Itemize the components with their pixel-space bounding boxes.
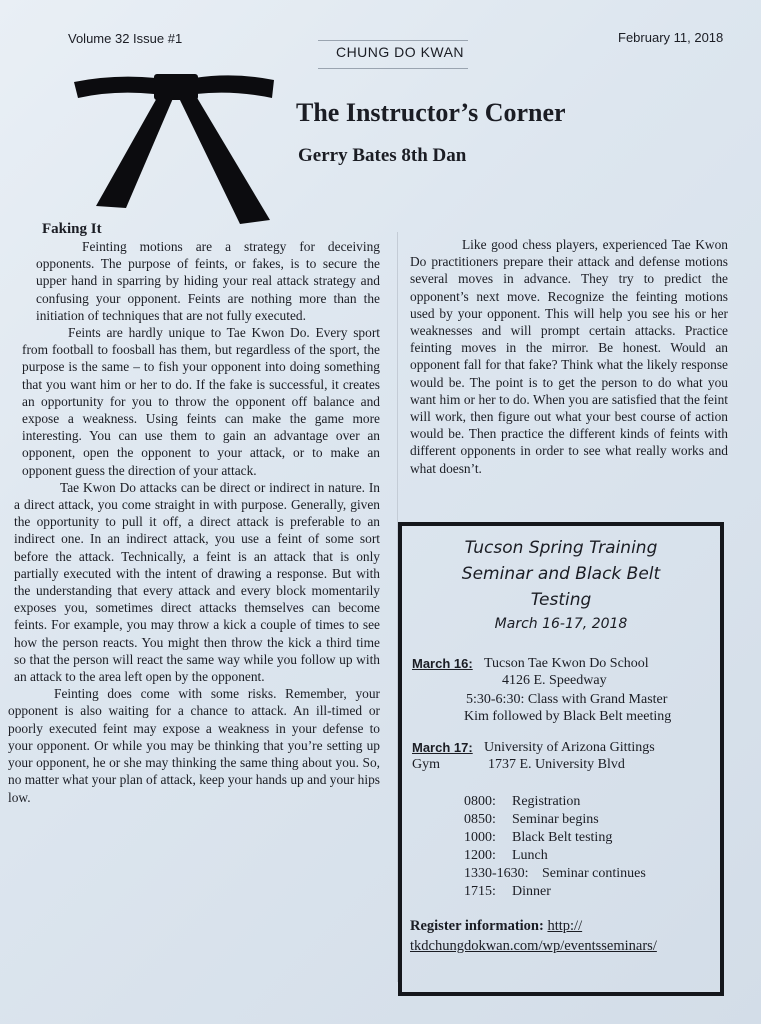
register-info: Register information: http:// tkdchungdokwan.com/wp/eventsseminars/ <box>410 918 657 954</box>
schedule-activity: Black Belt testing <box>512 830 613 845</box>
article-left-column <box>8 220 380 806</box>
schedule-time: 1200: <box>464 848 496 863</box>
register-url[interactable]: http:// <box>547 918 583 934</box>
schedule-activity: Seminar continues <box>542 866 646 881</box>
day1-time-line1: 5:30-6:30: Class with Grand Master <box>466 692 668 707</box>
register-url[interactable]: tkdchungdokwan.com/wp/eventsseminars/ <box>410 938 657 954</box>
masthead: CHUNG DO KWAN <box>335 44 465 60</box>
schedule-time: 0800: <box>464 794 496 809</box>
event-dates: March 16-17, 2018 <box>494 616 628 632</box>
schedule-activity: Lunch <box>512 848 548 863</box>
day2-label: March 17: <box>412 740 473 755</box>
article-paragraph: Feinting motions are a strategy for deceiving opponents. The purpose of feints, or fakes, is to secure the upper hand in sparring by hiding your real attack strategy and confusing your opponent. Feints are nothing more than the initiation of techniques that are not fully executed. <box>36 239 380 323</box>
masthead-rule-bottom <box>318 68 468 69</box>
day1-venue: Tucson Tae Kwon Do School <box>484 656 649 671</box>
article-paragraph: Tae Kwon Do attacks can be direct or indirect in nature. In a direct attack, you come straight in with purpose. Generally, given the opportunity to pull it off, a direct attack is preferable to an indirect one. In an indirect attack, you use a feint of some sort before the attack. Technically, a feint is an attack that is only partially executed with the intent of drawing a response. But with the understanding that every attack and every block momentarily exposes you, sometimes direct attacks themselves can become feints. For example, you may throw a kick a couple of times to see how the person reacts. You might then throw the kick a third time so that the person will react the same way while you follow up with an attack to the area left open by the opponent. <box>14 479 380 685</box>
schedule-time: 1715: <box>464 884 496 899</box>
day1-label: March 16: <box>412 656 473 671</box>
schedule-activity: Seminar begins <box>512 812 599 827</box>
event-announcement-box <box>398 522 724 996</box>
event-title-line2: Seminar and Black Belt <box>461 564 661 584</box>
article-right-column <box>410 236 728 477</box>
schedule-time: 1330-1630: <box>464 866 529 881</box>
volume-issue: Volume 32 Issue #1 <box>68 31 183 46</box>
masthead-rule-top <box>318 40 468 41</box>
schedule-time: 0850: <box>464 812 496 827</box>
article-heading: Faking It <box>42 221 102 237</box>
article-title: The Instructor’s Corner <box>296 98 566 127</box>
article-paragraph: Feinting does come with some risks. Remember, your opponent is also waiting for a chance to attack. An ill-timed or poorly executed feint may expose a weakness in your defense to your opponent. Or while you may be thinking that you’re setting up your opponent, he or she may thinking the same thing about you. So, no matter what your plan of attack, keep your hands up and your hips low. <box>8 686 380 805</box>
event-title-line3: Testing <box>530 590 592 610</box>
event-title-line1: Tucson Spring Training <box>464 538 658 558</box>
day2-address: 1737 E. University Blvd <box>488 757 625 772</box>
day2-venue-cont: Gym <box>412 757 440 772</box>
day1-address: 4126 E. Speedway <box>502 673 607 688</box>
register-label: Register information <box>410 918 539 934</box>
article-paragraph: Feints are hardly unique to Tae Kwon Do. Every sport from football to foosball has them, but regardless of the sport, the purpose is the same – to fish your opponent into doing something that you want him or her to do. If the fake is successful, it creates an opportunity for you to throw the opponent off balance and expose a weakness. Using feints can make the game more interesting. You can use them to gain an advantage over an opponent, open the opponent to your attack, or to make an opponent guess the direction of your attack. <box>22 325 380 478</box>
day2-venue: University of Arizona Gittings <box>484 740 655 755</box>
schedule-time: 1000: <box>464 830 496 845</box>
issue-date: February 11, 2018 <box>618 30 724 45</box>
black-belt-icon <box>74 70 284 230</box>
schedule-activity: Registration <box>512 794 581 809</box>
article-author: Gerry Bates 8th Dan <box>298 145 467 166</box>
article-paragraph: Like good chess players, experienced Tae Kwon Do practitioners prepare their attack and defense motions several moves in advance. They try to predict the opponent’s next move. Recognize the feinting motions used by your opponent. This will help you see his or her weaknesses and will prompt certain attacks. Practice feinting moves in the mirror. Be honest. Would an opponent fall for that fake? Think what the likely response would be. The point is to get the person to do what you want him or her to do. When you are satisfied that the feint will work, then figure out what your best course of action would be. Then practice the different kinds of feints with different opponents in order to see what really works and what doesn’t. <box>410 237 728 476</box>
day1-time-line2: Kim followed by Black Belt meeting <box>464 709 672 724</box>
schedule-activity: Dinner <box>512 884 551 899</box>
